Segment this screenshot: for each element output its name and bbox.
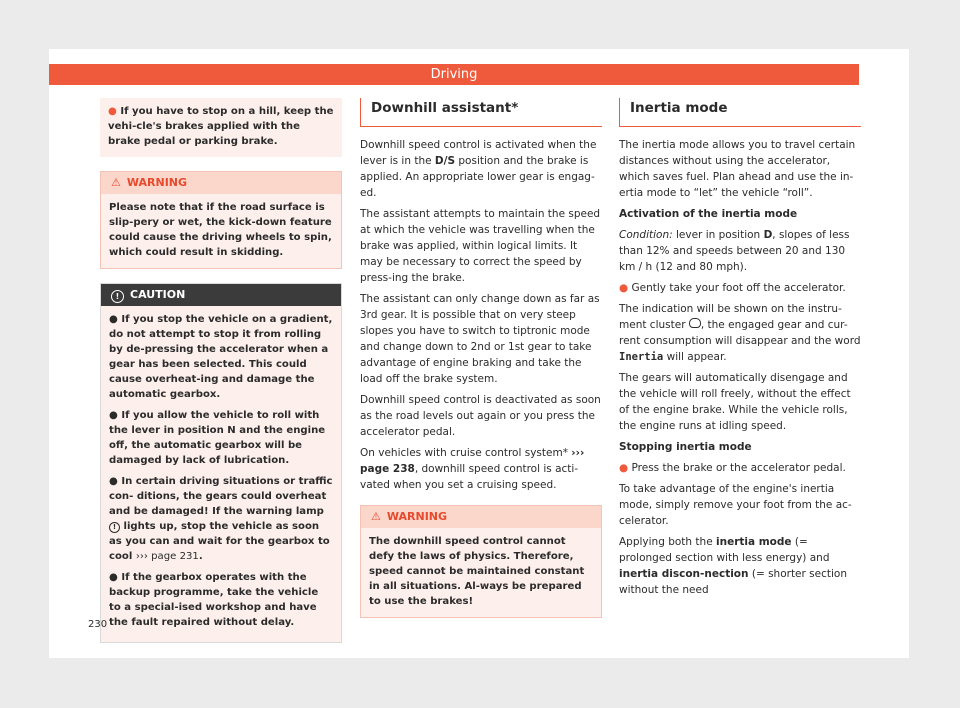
bullet-icon: ● — [619, 462, 629, 474]
warning-header — [361, 506, 601, 528]
warning-box — [100, 171, 342, 269]
warning-text: The downhill speed control cannot defy the laws of physics. Therefore, speed cannot be maintained constant in all situations. Al-ways be prepared to use the brakes! — [369, 536, 585, 607]
bullet-item: ● Press the brake or the accelerator pedal. — [619, 462, 846, 474]
bullet-icon: ● — [108, 106, 117, 117]
warning-box — [360, 505, 602, 618]
warning-label: WARNING — [386, 510, 448, 523]
caution-item: ● If you stop the vehicle on a gradient, do not attempt to stop it from rolling by de-pressing the accelerator when a gear has been selected. This could cause overheat-ing and damage the automatic gearbox. — [109, 314, 333, 400]
instrument-cluster-icon — [689, 318, 701, 328]
caution-header — [101, 284, 341, 306]
subheading: Activation of the inertia mode — [619, 208, 798, 220]
paragraph: The assistant can only change down as far as 3rd gear. It is possible that on very steep slopes you have to switch to tiptronic mode and change down to 2nd or 1st gear to take advantage of engine braking and take the load off the brake system. — [360, 293, 600, 385]
section-title: Downhill assistant* — [360, 98, 602, 127]
bullet-icon: ● — [619, 282, 629, 294]
paragraph: Applying both the inertia mode (= prolonged section with less energy) and inertia discon-nection (= shorter section without the need — [619, 536, 847, 596]
warning-triangle-icon: ⚠ — [111, 176, 121, 189]
caution-label: CAUTION — [130, 288, 186, 301]
paragraph: The indication will be shown on the instru-ment cluster , the engaged gear and cur-rent consumption will disappear and the word Inertia will appear. — [619, 303, 861, 363]
paragraph: The assistant attempts to maintain the speed at which the vehicle was travelling when the brake was applied, within logical limits. It may be necessary to correct the speed by press-ing the brake. — [360, 208, 601, 284]
paragraph: Downhill speed control is activated when the lever is in the D/S position and the brake is applied. An appropriate lower gear is engag-ed. — [360, 139, 597, 199]
left-column — [100, 98, 342, 643]
note-box — [100, 98, 342, 157]
caution-info-icon: ! — [111, 290, 124, 303]
page-link[interactable]: ››› page 231 — [135, 551, 199, 562]
page-number: 230 — [88, 619, 108, 630]
caution-item: ● In certain driving situations or traffic con- ditions, the gears could overheat and be damaged! If the warning lamp ! lights up, stop the vehicle as soon as you can and wait for the gearbox to cool ››› page 231. — [109, 476, 333, 562]
warning-lamp-icon: ! — [109, 522, 120, 533]
paragraph: The inertia mode allows you to travel certain distances without using the accelerator, which saves fuel. Plan ahead and use the in-ertia mode to “let” the vehicle “roll”. — [619, 139, 856, 199]
paragraph: To take advantage of the engine's inertia mode, simply remove your foot from the ac-celerator. — [619, 483, 852, 527]
middle-column — [360, 98, 602, 618]
page-link[interactable]: ››› page 238 — [360, 447, 585, 475]
paragraph: Downhill speed control is deactivated as soon as the road levels out again or you press the accelerator pedal. — [360, 394, 601, 438]
caution-item: ● If you allow the vehicle to roll with the lever in position N and the engine off, the automatic gearbox will be damaged by lack of lubrication. — [109, 410, 326, 466]
right-column — [619, 98, 861, 603]
paragraph: The gears will automatically disengage and the vehicle will roll freely, without the effect of the engine brake. While the vehicle rolls, the engine runs at idling speed. — [619, 372, 851, 432]
header-title: Driving — [430, 67, 478, 82]
subheading: Stopping inertia mode — [619, 441, 752, 453]
warning-label: WARNING — [126, 176, 188, 189]
warning-triangle-icon: ⚠ — [371, 510, 381, 523]
page-header — [49, 64, 859, 85]
caution-box — [100, 283, 342, 643]
note-text: If you have to stop on a hill, keep the vehi-cle's brakes applied with the brake pedal or parking brake. — [108, 106, 334, 147]
warning-header — [101, 172, 341, 194]
paragraph: On vehicles with cruise control system* ››› page 238, downhill speed control is acti-vated when you set a cruising speed. — [360, 447, 585, 491]
bullet-item: ● Gently take your foot off the accelerator. — [619, 282, 846, 294]
caution-item: ● If the gearbox operates with the backup programme, take the vehicle to a special-ised workshop and have the fault repaired without delay. — [109, 572, 319, 628]
paragraph: Condition: lever in position D, slopes of less than 12% and speeds between 20 and 130 km / h (12 and 80 mph). — [619, 229, 850, 273]
warning-text: Please note that if the road surface is slip-pery or wet, the kick-down feature could cause the driving wheels to spin, which could result in skidding. — [109, 202, 332, 258]
section-title: Inertia mode — [619, 98, 861, 127]
